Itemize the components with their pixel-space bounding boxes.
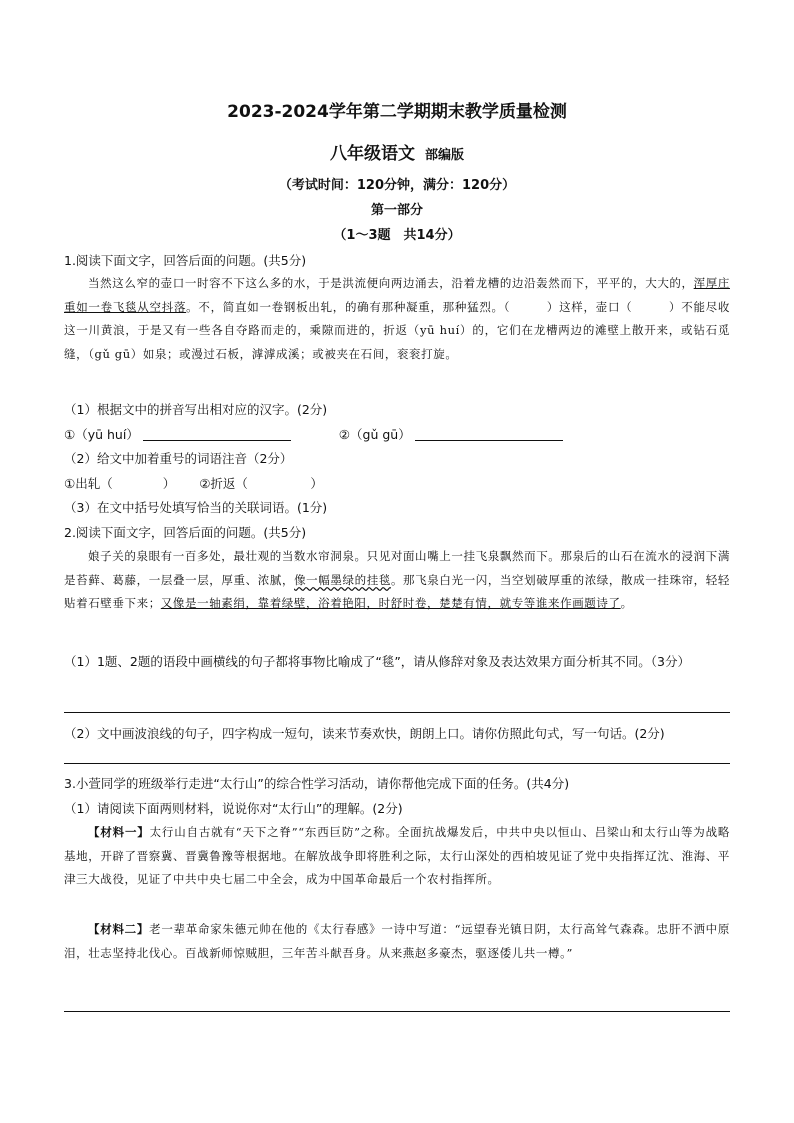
q3-material-1 (64, 821, 730, 892)
q1-sub2-b[interactable]: ②折返（ ） (199, 476, 323, 491)
exam-info: （考试时间：120分钟，满分：120分） (278, 178, 516, 193)
q1-sub1-b-label: ②（gǔ gū） (338, 427, 411, 442)
q3-answer-line[interactable] (64, 1011, 730, 1012)
q2-underlined-sentence: 又像是一轴素绢，靠着绿壁，浴着艳阳，时舒时卷，楚楚有情，就专等谁来作画题诗了 (160, 596, 621, 610)
q2-sub1-answer-line[interactable] (64, 712, 730, 713)
q2-passage-text-mid: 。那飞泉白光一闪，当空划破厚重的浓绿，散成一挂珠帘，轻轻贴着石壁垂下来； (64, 572, 730, 610)
q2-wavy-sentence-a: 像一幅墨绿的挂毯 (294, 572, 391, 587)
exam-edition: 部编版 (424, 148, 464, 163)
q1-sub1-a-label: ①（yū huí） (64, 427, 139, 442)
q1-underlined-sentence: 浑厚庄重如一卷飞毯从空抖落 (64, 276, 730, 314)
q2-passage-text-end: 。 (620, 596, 633, 610)
q1-sub1: （1）根据文中的拼音写出相对应的汉字。(2分) (64, 402, 328, 417)
q3-material-1-text: 太行山自古就有“天下之脊”“东西巨防”之称。全面抗战爆发后，中共中央以恒山、吕梁山和太行山等为战略基地，开辟了晋察冀、晋冀鲁豫等根据地。在解放战争即将胜利之际，太行山深处的西柏坡见证了党中央指挥辽沈、淮海、平津三大战役，见证了中共中央七届二中全会，成为中国革命最后一个农村指挥所。 (64, 825, 731, 886)
q3-material-2-label: 【材料二】 (88, 922, 150, 936)
q1-sub1-answer-row (64, 425, 563, 443)
q1-passage (64, 272, 730, 366)
q1-sub3: （3）在文中括号处填写恰当的关联词语。(1分) (64, 500, 328, 515)
exam-subject-line (0, 139, 794, 164)
exam-title: 2023-2024学年第二学期期末教学质量检测 (227, 102, 567, 122)
exam-subject: 八年级语文 (329, 144, 415, 164)
q3-sub1: （1）请阅读下面两则材料，说说你对“太行山”的理解。(2分) (64, 801, 403, 816)
part-range: （1～3题 共14分） (333, 228, 461, 243)
q1-prompt: 1.阅读下面文字，回答后面的问题。(共5分) (64, 253, 307, 268)
q1-sub1-b-blank[interactable] (415, 440, 563, 441)
q1-sub1-a-blank[interactable] (143, 440, 291, 441)
q2-sub2: （2）文中画波浪线的句子，四字构成一短句，读来节奏欢快，朗朗上口。请你仿照此句式，写一句话。(2分) (64, 726, 665, 741)
q1-sub2-answer-row (64, 474, 323, 492)
q1-sub2: （2）给文中加着重号的词语注音（2分） (64, 451, 293, 466)
q3-material-2 (64, 918, 730, 965)
q3-material-1-label: 【材料一】 (88, 825, 150, 839)
q1-sub2-a[interactable]: ①出轧（ ） (64, 476, 176, 491)
q2-prompt: 2.阅读下面文字，回答后面的问题。(共5分) (64, 525, 307, 540)
q3-prompt: 3.小萱同学的班级举行走进“太行山”的综合性学习活动，请你帮他完成下面的任务。(共4分) (64, 776, 570, 791)
part-title: 第一部分 (370, 203, 423, 218)
q3-material-2-text: 老一辈革命家朱德元帅在他的《太行春感》一诗中写道：“远望春光镇日阴，太行高耸气森森。忠肝不洒中原泪，壮志坚持北伐心。百战新师惊贼胆，三年苦斗献吾身。从来燕赵多豪杰，驱逐倭儿共一樽。” (64, 922, 730, 960)
q2-passage (64, 545, 730, 616)
q1-passage-text: 当然这么窄的壶口一时容不下这么多的水，于是洪流便向两边涌去，沿着龙槽的边沿轰然而下，平平的，大大的， (88, 276, 694, 290)
q1-passage-text-rest: 。不，简直如一卷钢板出轧，的确有那种凝重，那种猛烈。（ ）这样，壶口（ ）不能尽收这一川黄浪，于是又有一些各自夺路而走的，乘隙而进的，折返（yū huí）的，它们在龙槽两边的滩壁上散开来，或钻石觅缝，（gǔ gū）如泉；或漫过石板，滹滹成溪；或被夹在石间，衮衮打旋。 (64, 299, 730, 361)
q2-sub2-answer-line[interactable] (64, 763, 730, 764)
q2-sub1: （1）1题、2题的语段中画横线的句子都将事物比喻成了“毯”，请从修辞对象及表达效果方面分析其不同。（3分） (64, 654, 691, 669)
q2-passage-text: 娘子关的泉眼有一百多处，最壮观的当数水帘洞泉。只见对面山嘴上一挂飞泉飘然而下。那泉后的山石在流水的浸润下满是苔藓、葛藤，一层叠一层，厚重、浓腻， (64, 549, 730, 587)
